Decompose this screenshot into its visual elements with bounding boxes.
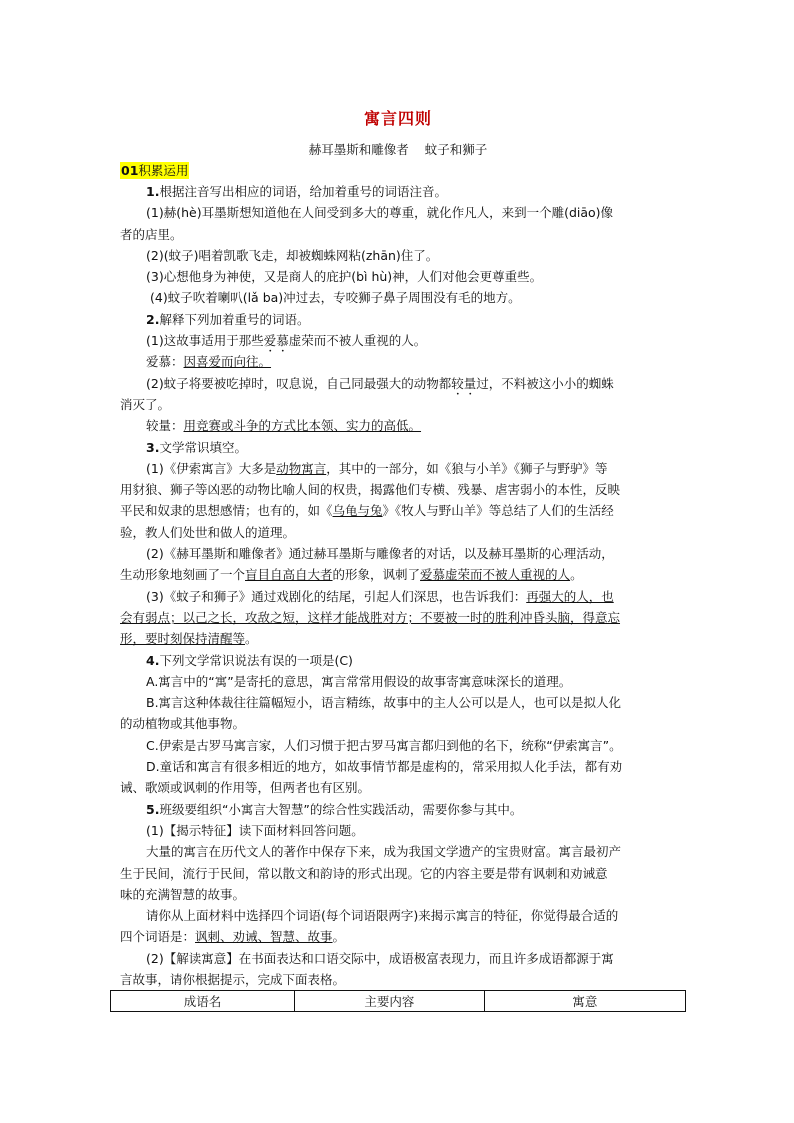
line-text: 虚荣而不被人重视的人。 bbox=[288, 333, 427, 349]
line-text: (2)蚊子将要被吃掉时，叹息说，自己同最强大的动物都 bbox=[146, 375, 452, 391]
text-line bbox=[120, 692, 686, 713]
text-line bbox=[120, 820, 686, 841]
answer-text: 因喜爱而向往。 bbox=[183, 354, 272, 370]
answer-text: 会有弱点；以己之长，攻敌之短，这样才能战胜对方；不要被一时的胜利冲昏头脑，得意忘 bbox=[120, 609, 621, 625]
line-text: 验，教人们处世和做人的道理。 bbox=[120, 524, 296, 540]
header-content: 主要内容 bbox=[295, 991, 485, 1012]
text-line bbox=[120, 373, 686, 394]
text-line bbox=[120, 969, 686, 990]
line-text: 爱慕： bbox=[146, 354, 184, 370]
line-text: 。 bbox=[245, 631, 258, 647]
line-text: (1)赫(hè)耳墨斯想知道他在人间受到多大的尊重，就化作凡人，来到一个雕(diāo)像 bbox=[146, 205, 614, 221]
text-line bbox=[120, 437, 686, 458]
text-line bbox=[120, 650, 686, 671]
line-text: 者的店里。 bbox=[120, 226, 183, 242]
line-text: 言故事，请你根据提示，完成下面表格。 bbox=[120, 971, 346, 987]
line-text: 下列文学常识说法有误的一项是(C) bbox=[159, 652, 353, 668]
text-line bbox=[120, 628, 686, 649]
line-text: 。 bbox=[570, 567, 583, 583]
subtitle-fable-1: 赫耳墨斯和雕像者 bbox=[308, 142, 409, 157]
line-text: 四个词语是： bbox=[120, 929, 196, 945]
line-text: 根据注音写出相应的词语，给加着重号的词语注音。 bbox=[159, 184, 447, 199]
line-text: 味的充满智慧的故事。 bbox=[120, 886, 246, 902]
answer-text: 爱慕虚荣而不被人重视的人 bbox=[420, 567, 571, 583]
text-line bbox=[120, 415, 686, 436]
text-line bbox=[120, 586, 686, 607]
line-text: 。 bbox=[332, 929, 346, 945]
line-text: (2)(蚊子)唱着凯歌飞走，却被蜘蛛网粘(zhān)住了。 bbox=[146, 247, 439, 263]
subtitle-fable-2: 蚊子和狮子 bbox=[424, 142, 488, 157]
line-text: 消灭了。 bbox=[120, 396, 171, 412]
idiom-table bbox=[110, 990, 686, 1012]
emphasized-word: 爱慕 bbox=[263, 333, 289, 349]
line-text: (2)《赫耳墨斯和雕像者》通过赫耳墨斯与雕像者的对话，以及赫耳墨斯的心理活动， bbox=[146, 546, 614, 562]
answer-text: 盲目自高自大者 bbox=[245, 567, 333, 583]
text-line bbox=[120, 926, 686, 947]
header-meaning: 寓意 bbox=[484, 991, 685, 1012]
text-line bbox=[120, 181, 686, 202]
line-text: 》《牧人与野山羊》等总结了人们的生活经 bbox=[382, 503, 614, 519]
line-text: 平民和奴隶的思想感情；也有的，如《 bbox=[120, 503, 333, 519]
line-text: 用豺狼、狮子等凶恶的动物比喻人间的权贵，揭露他们专横、残暴、虐害弱小的本性，反映 bbox=[120, 482, 621, 498]
emphasized-word: 较量 bbox=[451, 375, 477, 391]
text-line bbox=[120, 543, 686, 564]
text-line bbox=[120, 266, 686, 287]
line-text: ，其中的一部分，如《狼与小羊》《狮子与野驴》等 bbox=[326, 460, 608, 476]
line-text: D.童话和寓言有很多相近的地方，如故事情节都是虚构的，常采用拟人化手法，都有劝 bbox=[146, 759, 623, 775]
answer-text: 用竞赛或斗争的方式比本领、实力的高低。 bbox=[183, 418, 422, 434]
line-text: 2. bbox=[146, 311, 160, 327]
text-line bbox=[120, 735, 686, 756]
text-line bbox=[120, 522, 686, 543]
section-number: 01 bbox=[121, 163, 139, 178]
idiom-table-header-row bbox=[111, 991, 686, 1012]
text-line bbox=[120, 224, 686, 245]
line-text: (4)蚊子吹着喇叭(lǎ ba)冲过去，专咬狮子鼻子周围没有毛的地方。 bbox=[150, 290, 521, 306]
text-line bbox=[120, 905, 686, 926]
line-text: 解释下列加着重号的词语。 bbox=[159, 311, 310, 327]
line-text: (1)这故事适用于那些 bbox=[146, 333, 264, 349]
line-text: 的动植物或其他事物。 bbox=[120, 716, 246, 732]
section-label: 积累运用 bbox=[138, 163, 189, 178]
text-line bbox=[120, 777, 686, 798]
answer-text: 动物寓言 bbox=[276, 460, 327, 476]
header-idiom: 成语名 bbox=[111, 991, 295, 1012]
line-text: 生于民间，流行于民间，常以散文和韵诗的形式出现。它的内容主要是带有讽刺和劝诫意 bbox=[120, 865, 608, 881]
page-title: 寓言四则 bbox=[363, 109, 432, 128]
subtitle bbox=[110, 140, 686, 158]
text-line bbox=[120, 330, 686, 351]
text-line bbox=[120, 607, 686, 628]
answer-text: 再强大的人，也 bbox=[526, 588, 614, 604]
text-line bbox=[120, 500, 686, 521]
line-text: A.寓言中的“寓”是寄托的意思，寓言常常用假设的故事寄寓意味深长的道理。 bbox=[146, 673, 572, 689]
line-text: 5. bbox=[146, 801, 160, 817]
text-line bbox=[120, 948, 686, 969]
text-line bbox=[120, 713, 686, 734]
line-text: 大量的寓言在历代文人的著作中保存下来，成为我国文学遗产的宝贵财富。寓言最初产 bbox=[146, 844, 622, 860]
line-text: (1)【揭示特征】读下面材料回答问题。 bbox=[146, 822, 364, 838]
line-text: 文学常识填空。 bbox=[159, 439, 247, 455]
answer-text: 形，要时刻保持清醒等 bbox=[120, 631, 246, 647]
text-line bbox=[120, 309, 686, 330]
text-line bbox=[120, 202, 686, 223]
line-text: 诫、歌颂或讽刺的作用等，但两者也有区别。 bbox=[120, 780, 371, 796]
line-text: 4. bbox=[146, 652, 160, 668]
answer-text: 讽刺、劝诫、智慧、故事 bbox=[195, 929, 333, 945]
line-text: 请你从上面材料中选择四个词语(每个词语限两字)来揭示寓言的特征，你觉得最合适的 bbox=[146, 908, 619, 924]
line-text: 的形象，讽刺了 bbox=[332, 567, 421, 583]
line-text: (2)【解读寓意】在书面表达和口语交际中，成语极富表现力，而且许多成语都源于寓 bbox=[146, 950, 614, 966]
text-line bbox=[120, 564, 686, 585]
text-line bbox=[120, 351, 686, 372]
line-text: (1)《伊索寓言》大多是 bbox=[146, 460, 277, 476]
text-line bbox=[120, 245, 686, 266]
line-text: 3. bbox=[146, 439, 160, 455]
text-line bbox=[120, 863, 686, 884]
line-text: 较量： bbox=[146, 418, 184, 434]
line-text: 1. bbox=[146, 184, 160, 199]
text-line bbox=[120, 671, 686, 692]
line-text: B.寓言这种体裁往往篇幅短小，语言精练，故事中的主人公可以是人，也可以是拟人化 bbox=[146, 695, 622, 711]
answer-text: 乌龟与兔 bbox=[332, 503, 383, 519]
line-text: (3)《蚊子和狮子》通过戏剧化的结尾，引起人们深思，也告诉我们： bbox=[146, 588, 527, 604]
text-line bbox=[120, 756, 686, 777]
text-line bbox=[120, 841, 686, 862]
line-text: C.伊索是古罗马寓言家，人们习惯于把古罗马寓言都归到他的名下，统称“伊索寓言”。 bbox=[146, 737, 622, 753]
text-line bbox=[120, 479, 686, 500]
line-text: 过，不料被这小小的蜘蛛 bbox=[476, 375, 614, 391]
section-heading bbox=[120, 162, 189, 179]
exercise-body bbox=[120, 181, 686, 990]
text-line bbox=[120, 458, 686, 479]
text-line bbox=[120, 884, 686, 905]
text-line bbox=[120, 394, 686, 415]
text-line bbox=[120, 799, 686, 820]
line-text: 生动形象地刻画了一个 bbox=[120, 567, 246, 583]
text-line bbox=[120, 287, 686, 308]
line-text: (3)心想他身为神使，又是商人的庇护(bì hù)神，人们对他会更尊重些。 bbox=[146, 269, 543, 285]
line-text: 班级要组织“小寓言大智慧”的综合性实践活动，需要你参与其中。 bbox=[159, 801, 523, 817]
